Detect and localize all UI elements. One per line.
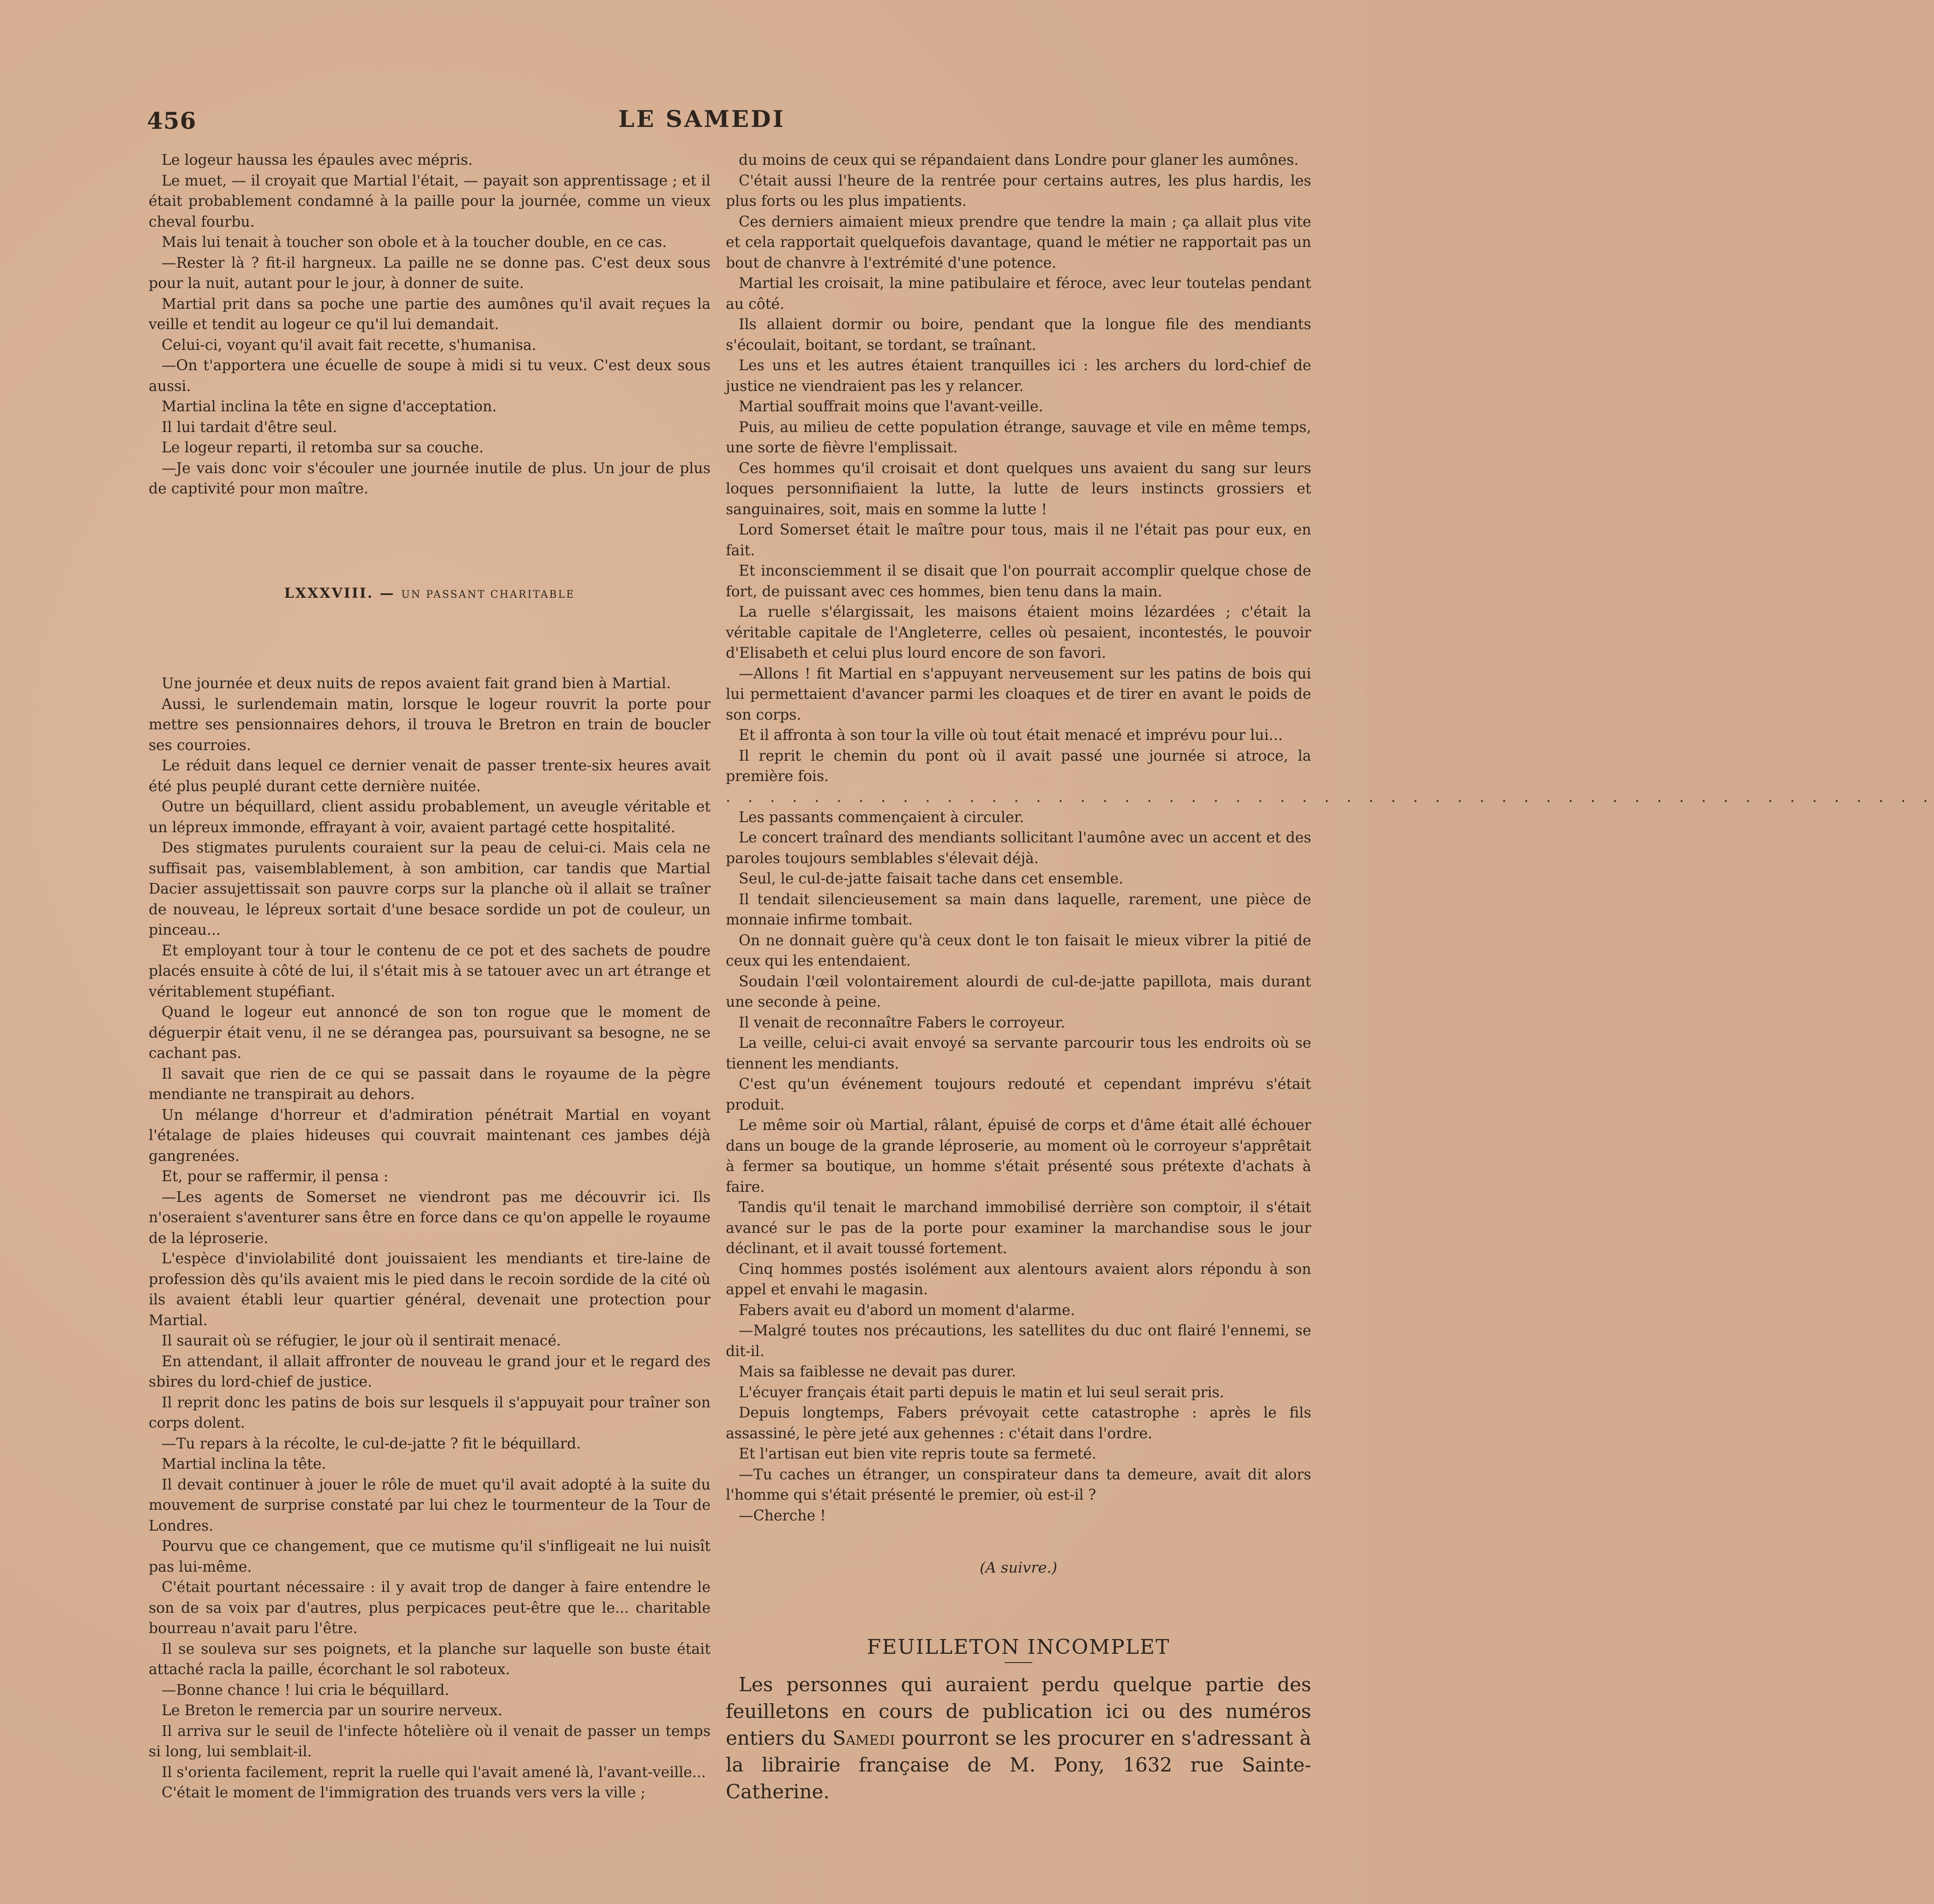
paragraph: Soudain l'œil volontairement alourdi de cul-de-jatte papillota, mais durant une seconde à peine. [726,973,1311,1010]
chapter-number: LXXXVIII. — [284,585,395,601]
page-number: 456 [147,107,197,134]
paragraph: Martial les croisait, la mine patibulaire et féroce, avec leur toutelas pendant au côté. [726,275,1311,312]
chapter-heading [149,583,711,606]
paragraph: Et il affronta à son tour la ville où tout était menacé et imprévu pour lui... [739,727,1283,744]
paragraph: L'espèce d'inviolabilité dont jouissaient les mendiants et tire-laine de profession dès qu'ils avaient mis le pied dans le recoin sordide de la cité où ils avaient établi leur quartier général, devenait une protection pour Martial. [149,1250,711,1329]
paragraph: Il lui tardait d'être seul. [162,419,337,436]
paragraph: Le logeur reparti, il retomba sur sa couche. [162,439,484,456]
notice-text-start: Les personnes qui auraient perdu quelque partie des feuilletons en cours de publication ici ou des numéros entiers du [726,1673,1311,1749]
paragraph: Les uns et les autres étaient tranquilles ici : les archers du lord-chief de justice ne viendraient pas les y relancer. [726,357,1311,395]
paragraph: —Tu repars à la récolte, le cul-de-jatte ? fit le béquillard. [162,1435,581,1452]
journal-title: LE SAMEDI [618,105,785,132]
paragraph: Tandis qu'il tenait le marchand immobilisé derrière son comptoir, il s'était avancé sur le pas de la porte pour examiner la marchandise sous le jour déclinant, et il avait toussé fortement. [726,1199,1311,1257]
paragraph: —Cherche ! [739,1507,826,1524]
paragraph: —Tu caches un étranger, un conspirateur dans ta demeure, avait dit alors l'homme qui s'était présenté le premier, où est-il ? [726,1466,1311,1503]
paragraph: Et inconsciemment il se disait que l'on pourrait accomplir quelque chose de fort, de puissant avec ces hommes, bien tenu dans la main. [726,563,1311,600]
paragraph: Il tendait silencieusement sa main dans laquelle, rarement, une pièce de monnaie infirme tombait. [726,891,1311,928]
paragraph: Le muet, — il croyait que Martial l'était, — payait son apprentissage ; et il était probablement condamné à la paille pour la journée, comme un vieux cheval fourbu. [149,172,711,230]
paragraph: Il saurait où se réfugier, le jour où il sentirait menacé. [162,1333,561,1349]
paragraph: —Bonne chance ! lui cria le béquillard. [162,1682,450,1699]
paragraph: Martial souffrait moins que l'avant-veille. [739,398,1043,415]
paragraph: Le Breton le remercia par un sourire nerveux. [162,1702,503,1719]
paragraph: Un mélange d'horreur et d'admiration pénétrait Martial en voyant l'étalage de plaies hideuses qui couvrait maintenant ces jambes déjà gangrenées. [149,1106,711,1165]
left-column-chapter-text [149,673,711,1803]
to-be-continued: (A suivre.) [980,1559,1057,1576]
paragraph: C'était aussi l'heure de la rentrée pour certains autres, les plus hardis, les plus forts ou les plus impatients. [726,172,1311,210]
paragraph: Seul, le cul-de-jatte faisait tache dans cet ensemble. [739,871,1124,887]
paragraph: Et l'artisan eut bien vite repris toute sa fermeté. [739,1446,1097,1462]
paragraph: Aussi, le surlendemain matin, lorsque le logeur rouvrit la porte pour mettre ses pensionnaires dehors, il trouva le Bretron en train de boucler ses courroies. [149,696,711,754]
paragraph: Celui-ci, voyant qu'il avait fait recette, s'humanisa. [162,336,536,354]
paragraph: L'écuyer français était parti depuis le matin et lui seul serait pris. [739,1384,1224,1401]
paragraph: La ruelle s'élargissait, les maisons étaient moins lézardées ; c'était la véritable capitale de l'Angleterre, celles où pesaient, incontestés, le pouvoir d'Elisabeth et celui plus lourd encore de son favori. [726,604,1311,661]
paragraph: —Je vais donc voir s'écouler une journée inutile de plus. Un jour de plus de captivité pour mon maître. [149,460,711,497]
paragraph: Outre un béquillard, client assidu probablement, un aveugle véritable et un lépreux immonde, effrayant à voir, avaient partagé cette hospitalité. [149,799,711,836]
paragraph: Lord Somerset était le maître pour tous, mais il ne l'était pas pour eux, en fait. [726,522,1311,559]
left-column-top-text [149,150,711,499]
paragraph: Il reprit le chemin du pont où il avait passé une journée si atroce, la première fois. [726,747,1311,785]
paragraph: Martial prit dans sa poche une partie des aumônes qu'il avait reçues la veille et tendit au logeur ce qu'il lui demandait. [149,295,711,333]
paragraph: Et, pour se raffermir, il pensa : [162,1168,389,1185]
paragraph: Il se souleva sur ses poignets, et la planche sur laquelle son buste était attaché racla la paille, écorchant le sol raboteux. [149,1640,711,1678]
paragraph: Mais sa faiblesse ne devait pas durer. [739,1363,1016,1380]
paragraph: Martial inclina la tête. [162,1456,326,1472]
paragraph: Il s'orienta facilement, reprit la ruelle qui l'avait amené là, l'avant-veille... [162,1764,706,1781]
paragraph: —Rester là ? fit-il hargneux. La paille ne se donne pas. C'est deux sous pour la nuit, autant pour le jour, à donner de suite. [149,254,711,292]
paragraph: Mais lui tenait à toucher son obole et à la toucher double, en ce cas. [162,234,667,251]
paragraph: En attendant, il allait affronter de nouveau le grand jour et le regard des sbires du lord-chief de justice. [149,1353,711,1390]
paragraph: Le concert traînard des mendiants sollicitant l'aumône avec un accent et des paroles toujours semblables s'élevait déjà. [726,829,1311,867]
paragraph: C'était pourtant nécessaire : il y avait trop de danger à faire entendre le son de sa voix par d'autres, plus perpicaces peut-être que le... charitable bourreau n'avait paru l'être. [149,1579,711,1637]
paragraph: Il arriva sur le seuil de l'infecte hôtelière où il venait de passer un temps si long, lui semblait-il. [149,1723,711,1760]
paragraph: Et employant tour à tour le contenu de ce pot et des sachets de poudre placés ensuite à côté de lui, il s'était mis à se tatouer avec un art étrange et véritablement stupéfiant. [149,942,711,1000]
paragraph: Le réduit dans lequel ce dernier venait de passer trente-six heures avait été plus peuplé durant cette dernière nuitée. [149,757,711,795]
paragraph: Depuis longtemps, Fabers prévoyait cette catastrophe : après le fils assassiné, le père jeté aux gehennes : c'était dans l'ordre. [726,1405,1311,1442]
paragraph: Fabers avait eu d'abord un moment d'alarme. [739,1302,1075,1319]
right-column-top-text [726,150,1311,787]
paragraph: du moins de ceux qui se répandaient dans Londre pour glaner les aumônes. [739,152,1299,168]
paragraph: —Allons ! fit Martial en s'appuyant nerveusement sur les patins de bois qui lui permettaient d'avancer parmi les cloaques et de tirer en avant le poids de son corps. [726,665,1311,723]
paragraph: —Les agents de Somerset ne viendront pas me découvrir ici. Ils n'oseraient s'aventurer sans être en force dans ce qu'on appelle le royaume de la léproserie. [149,1189,711,1247]
paragraph: Ils allaient dormir ou boire, pendant que la longue file des mendiants s'écoulait, boitant, se tordant, se traînant. [726,316,1311,354]
paragraph: Les passants commençaient à circuler. [739,809,1024,826]
paragraph: Il reprit donc les patins de bois sur lesquels il s'appuyait pour traîner son corps dolent. [149,1394,711,1431]
paragraph: Il savait que rien de ce qui se passait dans le royaume de la pègre mendiante ne transpirait au dehors. [149,1065,711,1103]
paragraph: Quand le logeur eut annoncé de son ton rogue que le moment de déguerpir était venu, il ne se dérangea pas, poursuivant sa besogne, ne se cachant pas. [149,1004,711,1062]
right-column [726,150,1934,1805]
section-break-dots: . . . . . . . . . . . . . . . . . . . . . . . . . . . . . . . . . . . . . . . . . . . . . . . . . . . . . . . [726,788,1934,805]
notice-magazine-name: Samedi [832,1727,895,1749]
notice-text-end: pourront se les procurer en s'adressant à la librairie française de M. Pony, 1632 rue Sainte-Catherine. [726,1727,1312,1803]
paragraph: Une journée et deux nuits de repos avaient fait grand bien à Martial. [162,675,671,692]
paragraph: C'était le moment de l'immigration des truands vers vers la ville ; [162,1784,645,1801]
left-column [149,150,711,1803]
notice-divider [1005,1662,1032,1663]
paragraph: Il venait de reconnaître Fabers le corroyeur. [739,1014,1065,1031]
notice-text [726,1671,1311,1805]
paragraph: La veille, celui-ci avait envoyé sa servante parcourir tous les endroits où se tiennent les mendiants. [726,1035,1311,1072]
paragraph: Cinq hommes postés isolément aux alentours avaient alors répondu à son appel et envahi le magasin. [726,1261,1311,1298]
paragraph: —On t'apportera une écuelle de soupe à midi si tu veux. C'est deux sous aussi. [149,357,711,395]
paragraph: —Malgré toutes nos précautions, les satellites du duc ont flairé l'ennemi, se dit-il. [726,1322,1311,1360]
paragraph: C'est qu'un événement toujours redouté et cependant imprévu s'était produit. [726,1076,1311,1113]
paragraph: Le logeur haussa les épaules avec mépris. [162,152,473,168]
paragraph: On ne donnait guère qu'à ceux dont le ton faisait le mieux vibrer la pitié de ceux qui les entendaient. [726,932,1311,969]
notice-title: FEUILLETON INCOMPLET [867,1635,1170,1659]
paragraph: Pourvu que ce changement, que ce mutisme qu'il s'infligeait ne lui nuisît pas lui-même. [149,1538,711,1575]
paragraph: Des stigmates purulents couraient sur la peau de celui-ci. Mais cela ne suffisait pas, vaisemblablement, à son ambition, car tandis que Martial Dacier assujettissait son pauvre corps sur la planche où il allait se traîner de nouveau, le lépreux sortait d'une besace sordide un pot de couleur, un pinceau... [149,840,711,938]
paragraph: Puis, au milieu de cette population étrange, sauvage et vile en même temps, une sorte de fièvre l'emplissait. [726,419,1311,456]
right-column-continued-text [726,807,1311,1526]
paragraph: Ces hommes qu'il croisait et dont quelques uns avaient du sang sur leurs loques personnifiaient la lutte, la lutte de leurs instincts grossiers et sanguinaires, soit, mais en somme la lutte ! [726,460,1311,518]
paragraph: Il devait continuer à jouer le rôle de muet qu'il avait adopté à la suite du mouvement de surprise constaté par lui chez le tourmenteur de la Tour de Londres. [149,1476,711,1534]
paragraph: Ces derniers aimaient mieux prendre que tendre la main ; ça allait plus vite et cela rapportait quelquefois davantage, quand le métier ne rapportait pas un bout de chanvre à l'extrémité d'une potence. [726,213,1311,271]
chapter-title: UN PASSANT CHARITABLE [401,589,575,601]
paragraph: Martial inclina la tête en signe d'acceptation. [162,398,497,415]
paragraph: Le même soir où Martial, râlant, épuisé de corps et d'âme était allé échouer dans un bouge de la grande léproserie, au moment où le corroyeur s'apprêtait à fermer sa boutique, un homme s'était présenté sous prétexte d'achats à faire. [726,1117,1311,1195]
